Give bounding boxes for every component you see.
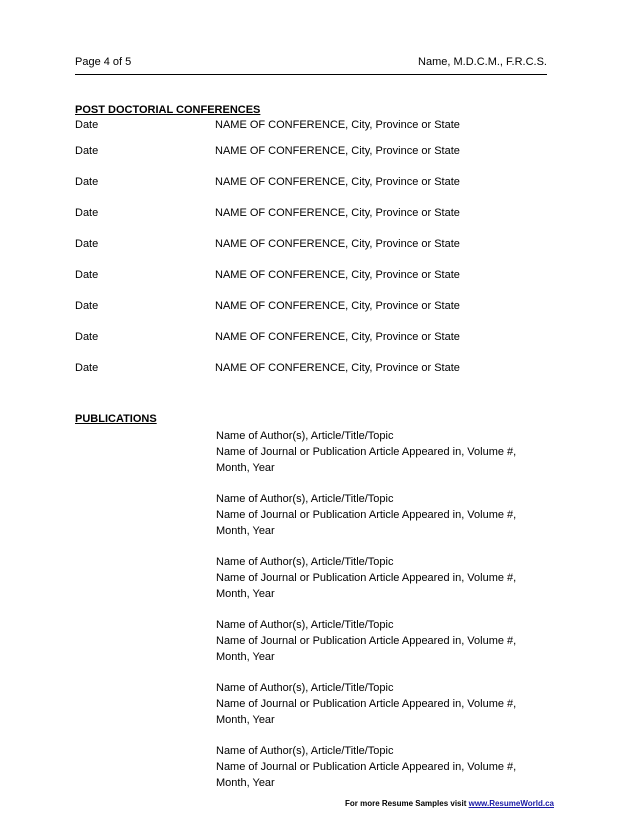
publication-line2: Name of Journal or Publication Article Appeared in, Volume #, xyxy=(216,761,517,773)
conference-row xyxy=(75,176,555,207)
conference-name: NAME OF CONFERENCE, City, Province or State xyxy=(215,238,460,250)
conference-name: NAME OF CONFERENCE, City, Province or State xyxy=(215,300,460,312)
conference-date: Date xyxy=(75,300,99,312)
publication-line3: Month, Year xyxy=(216,462,275,474)
publication-line3: Month, Year xyxy=(216,588,275,600)
footer-text: For more Resume Samples visit xyxy=(345,799,469,808)
publications-title: PUBLICATIONS xyxy=(75,413,157,425)
conference-name: NAME OF CONFERENCE, City, Province or State xyxy=(215,145,460,157)
publication-line3: Month, Year xyxy=(216,651,275,663)
publication-line2: Name of Journal or Publication Article Appeared in, Volume #, xyxy=(216,572,517,584)
conference-date: Date xyxy=(75,362,99,374)
conference-row xyxy=(75,300,555,331)
publication-line2: Name of Journal or Publication Article Appeared in, Volume #, xyxy=(216,635,517,647)
conference-row xyxy=(75,238,555,269)
conference-date: Date xyxy=(75,238,99,250)
publications-list xyxy=(216,428,546,791)
publication-line3: Month, Year xyxy=(216,525,275,537)
conference-date: Date xyxy=(75,207,99,219)
page-number: Page 4 of 5 xyxy=(75,56,132,68)
conference-name: NAME OF CONFERENCE, City, Province or State xyxy=(215,362,460,374)
conference-row xyxy=(75,269,555,300)
publication-item xyxy=(216,554,546,602)
footer-link[interactable]: www.ResumeWorld.ca xyxy=(468,799,554,808)
conference-name: NAME OF CONFERENCE, City, Province or State xyxy=(215,331,460,343)
publication-line1: Name of Author(s), Article/Title/Topic xyxy=(216,682,394,694)
publication-item xyxy=(216,680,546,728)
conference-date: Date xyxy=(75,331,99,343)
publication-item xyxy=(216,617,546,665)
publication-line2: Name of Journal or Publication Article Appeared in, Volume #, xyxy=(216,698,517,710)
conference-date: Date xyxy=(75,145,99,157)
conference-date: Date xyxy=(75,119,99,131)
publication-item xyxy=(216,743,546,791)
publication-line2: Name of Journal or Publication Article Appeared in, Volume #, xyxy=(216,446,517,458)
publication-line1: Name of Author(s), Article/Title/Topic xyxy=(216,493,394,505)
conference-row xyxy=(75,145,555,176)
conference-row xyxy=(75,119,555,145)
publication-item xyxy=(216,491,546,539)
conferences-title: POST DOCTORIAL CONFERENCES xyxy=(75,104,261,116)
conference-date: Date xyxy=(75,269,99,281)
conference-row xyxy=(75,362,555,393)
conference-name: NAME OF CONFERENCE, City, Province or State xyxy=(215,176,460,188)
publication-line2: Name of Journal or Publication Article Appeared in, Volume #, xyxy=(216,509,517,521)
publication-item xyxy=(216,428,546,476)
publication-line1: Name of Author(s), Article/Title/Topic xyxy=(216,745,394,757)
conferences-list xyxy=(75,119,555,393)
footer xyxy=(345,799,554,809)
conference-name: NAME OF CONFERENCE, City, Province or State xyxy=(215,207,460,219)
publication-line3: Month, Year xyxy=(216,777,275,789)
header-name: Name, M.D.C.M., F.R.C.S. xyxy=(418,56,547,68)
conference-name: NAME OF CONFERENCE, City, Province or State xyxy=(215,269,460,281)
publication-line1: Name of Author(s), Article/Title/Topic xyxy=(216,430,394,442)
conference-date: Date xyxy=(75,176,99,188)
page-header xyxy=(75,56,547,75)
conference-row xyxy=(75,331,555,362)
publication-line1: Name of Author(s), Article/Title/Topic xyxy=(216,556,394,568)
publication-line1: Name of Author(s), Article/Title/Topic xyxy=(216,619,394,631)
conference-name: NAME OF CONFERENCE, City, Province or State xyxy=(215,119,460,131)
publication-line3: Month, Year xyxy=(216,714,275,726)
conference-row xyxy=(75,207,555,238)
